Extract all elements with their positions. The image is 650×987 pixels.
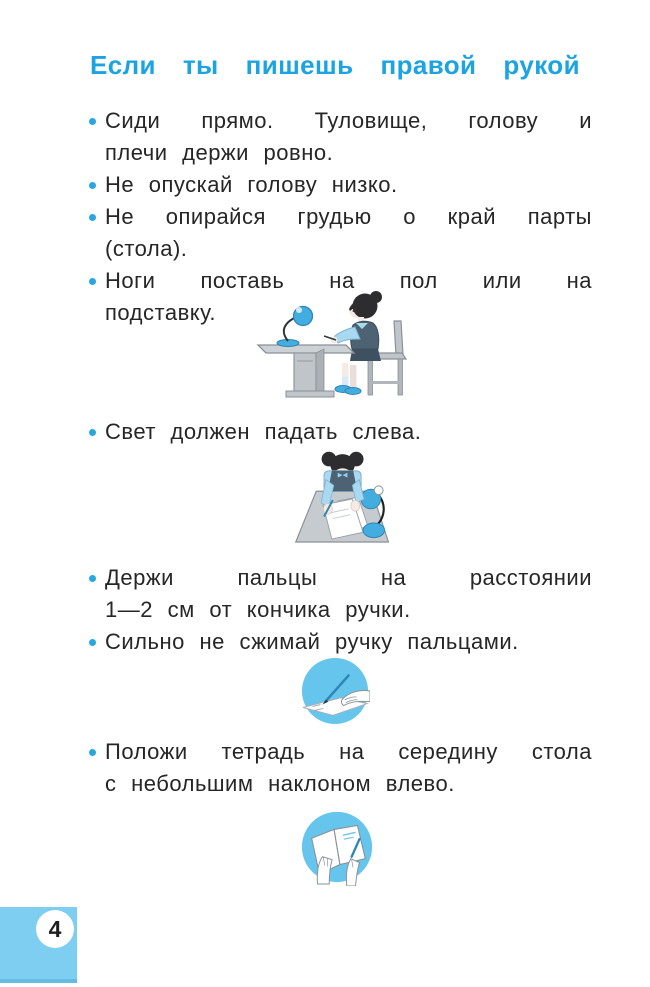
- rule-finger-distance: [88, 562, 592, 626]
- rule-text: Не опирайся грудью о край парты: [105, 201, 592, 233]
- hands-on-notebook-icon: [298, 806, 376, 886]
- title-word: ты: [183, 50, 219, 81]
- rule-text: Сильно не сжимай ручку пальцами.: [105, 626, 592, 658]
- rule-text: Сиди прямо. Туловище, голову и: [105, 105, 592, 137]
- rule-chest-edge: [88, 201, 592, 265]
- notebook-icon: [298, 806, 376, 886]
- hand-writing-icon: [300, 656, 370, 726]
- rule-sit-straight: [88, 105, 592, 169]
- rule-text: (стола).: [105, 233, 592, 265]
- rules-list: [88, 105, 592, 886]
- rule-notebook-position: [88, 736, 592, 800]
- light-illustration: [284, 448, 406, 554]
- rule-feet: [88, 265, 592, 329]
- title-word: рукой: [503, 50, 580, 81]
- girl-top-view-illustration: [284, 448, 406, 554]
- page-number-tab: [0, 907, 77, 983]
- rule-text: с небольшим наклоном влево.: [105, 768, 592, 800]
- title-word: правой: [380, 50, 476, 81]
- pen-grip-icon: [300, 656, 370, 726]
- page-number: 4: [49, 916, 62, 943]
- rule-head-low: [88, 169, 592, 201]
- rule-text: Свет должен падать слева.: [105, 416, 592, 448]
- title-word: пишешь: [246, 50, 354, 81]
- title-word: Если: [90, 50, 156, 81]
- page-number-badge: [36, 910, 74, 948]
- rule-text: Не опускай голову низко.: [105, 169, 592, 201]
- rule-text: Держи пальцы на расстоянии: [105, 562, 592, 594]
- rule-text: подставку.: [105, 297, 592, 329]
- rule-light-left: [88, 416, 592, 448]
- rule-grip-pressure: [88, 626, 592, 658]
- page-title: [90, 50, 580, 81]
- rule-text: Ноги поставь на пол или на: [105, 265, 592, 297]
- rule-text: плечи держи ровно.: [105, 137, 592, 169]
- rule-text: Положи тетрадь на середину стола: [105, 736, 592, 768]
- rule-text: 1—2 см от кончика ручки.: [105, 594, 592, 626]
